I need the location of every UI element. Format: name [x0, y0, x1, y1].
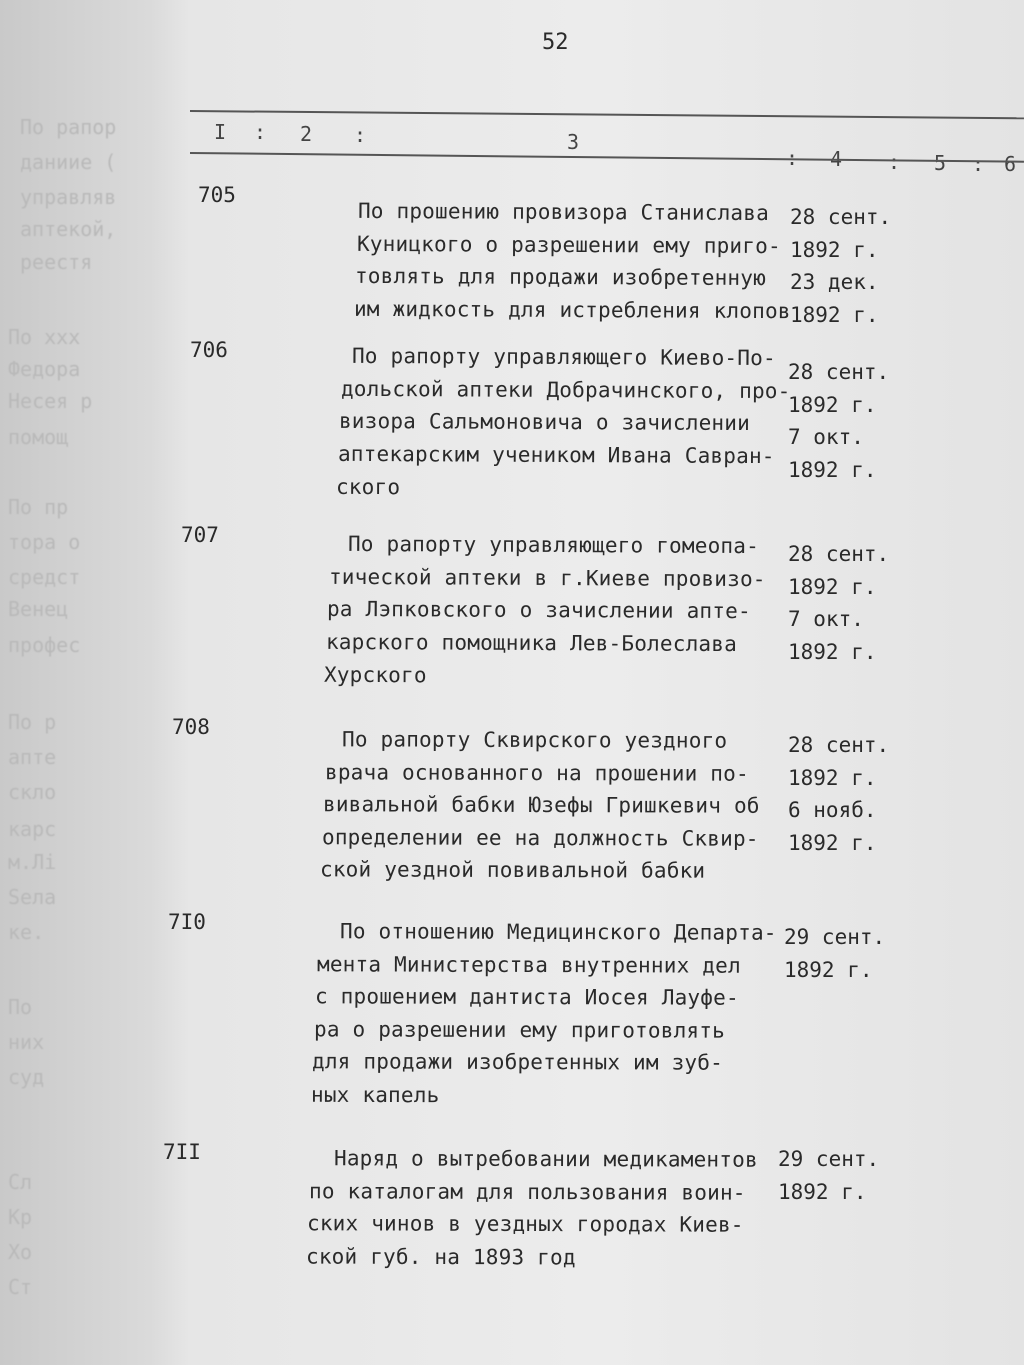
entry-date: 29 сент.: [778, 1147, 880, 1171]
entry-text-line: ской губ. на 1893 год: [305, 1244, 576, 1269]
entry-text-line: ской уездной повивальной бабки: [319, 857, 706, 883]
margin-ghost-line: Sела: [8, 885, 57, 909]
column-header-5: 5: [934, 151, 947, 175]
entry-date: 6 нояб.: [788, 798, 877, 822]
column-header-3: 3: [567, 130, 580, 154]
entry-date: 1892 г.: [788, 765, 877, 790]
margin-ghost-line: средст: [8, 565, 81, 589]
entry-date: 1892 г.: [788, 574, 877, 599]
entry-text-line: врача основанного на прошении по-: [324, 759, 749, 786]
table-top-rule: [190, 110, 1024, 119]
entry-number: 705: [198, 183, 236, 207]
column-header-4: 4: [830, 147, 843, 171]
entry-text-line: ра Лэпковского о зачислении апте-: [326, 596, 751, 624]
margin-ghost-line: них: [8, 1030, 45, 1054]
entry-date: 23 дек.: [790, 270, 879, 294]
entry-date: 1892 г.: [788, 830, 877, 855]
margin-ghost-line: Кр: [8, 1205, 33, 1229]
margin-ghost-line: апте: [8, 745, 57, 769]
margin-ghost-line: По р: [8, 710, 57, 734]
page-number: 52: [542, 30, 569, 55]
margin-ghost-line: По ххх: [8, 325, 81, 349]
entry-number: 7II: [163, 1140, 201, 1164]
entry-date: 28 сент.: [790, 205, 892, 229]
entry-number: 707: [181, 523, 219, 547]
margin-ghost-line: м.Лi: [8, 850, 57, 874]
entry-number: 706: [190, 338, 228, 362]
entry-date: 1892 г.: [788, 392, 877, 417]
entry-number: 708: [172, 715, 210, 739]
entry-text-line: По рапорту управляющего Киево-По-: [351, 343, 776, 371]
margin-bleedthrough-text: [0, 0, 120, 1365]
entry-text-line: Куницкого о разрешении ему приго-: [356, 231, 781, 258]
entry-date: 28 сент.: [788, 733, 890, 757]
entry-date: 7 окт.: [788, 425, 864, 449]
entry-text-line: Хурского: [323, 662, 427, 688]
entry-text-line: карского помощника Лев-Болеслава: [325, 629, 737, 656]
margin-ghost-line: суд: [8, 1065, 45, 1089]
entry-number: 7I0: [168, 910, 206, 934]
entry-text-line: По рапорту управляющего гомеопа-: [347, 531, 760, 559]
column-separator: :: [888, 150, 901, 174]
entry-text-line: По рапорту Сквирского уездного: [341, 727, 728, 753]
margin-ghost-line: Федора: [8, 357, 81, 381]
entry-text-line: по каталогам для пользования воин-: [308, 1178, 746, 1205]
column-separator: :: [354, 123, 367, 147]
entry-text-line: товлять для продажи изобретенную: [354, 263, 767, 291]
entry-date: 1892 г.: [788, 639, 877, 664]
margin-ghost-line: управляв: [20, 185, 117, 209]
margin-ghost-line: Ст: [8, 1275, 33, 1299]
entry-text-line: По прошению провизора Станислава: [357, 198, 770, 226]
entry-text-line: Наряд о вытребовании медикаментов: [333, 1146, 758, 1172]
entry-text-line: ского: [335, 474, 401, 500]
column-separator: :: [786, 146, 799, 170]
entry-text-line: определении ее на должность Сквир-: [321, 824, 759, 851]
margin-ghost-line: скло: [8, 780, 57, 804]
entry-date: 1892 г.: [778, 1179, 867, 1204]
margin-ghost-line: тора о: [8, 530, 81, 554]
column-separator: :: [972, 152, 985, 176]
margin-ghost-line: карс: [8, 817, 57, 841]
entry-text-line: для продажи изобретенных им зуб-: [311, 1049, 724, 1075]
column-separator: :: [254, 120, 267, 144]
entry-date: 28 сент.: [788, 542, 890, 566]
column-header-2: 2: [300, 122, 313, 146]
entry-date: 29 сент.: [784, 925, 886, 949]
entry-date: 1892 г.: [784, 957, 873, 982]
margin-ghost-line: реестя: [20, 250, 93, 274]
entry-text-line: с прошением дантиста Иосея Лауфе-: [314, 984, 739, 1010]
entry-text-line: ра о разрешении ему приготовлять: [313, 1016, 725, 1043]
entry-text-line: им жидкость для истребления клопов: [353, 296, 791, 323]
entry-date: 1892 г.: [788, 457, 877, 482]
entry-date: 28 сент.: [788, 360, 890, 384]
entry-text-line: визора Сальмоновича о зачислении: [338, 408, 751, 436]
margin-ghost-line: Хо: [8, 1240, 33, 1264]
margin-ghost-line: Венец: [8, 597, 69, 621]
entry-text-line: ных капель: [310, 1082, 439, 1107]
entry-text-line: дольской аптеки Добрачинского, про-: [340, 376, 791, 403]
entry-text-line: По отношению Медицинского Департа-: [339, 919, 777, 945]
margin-ghost-line: даниие (: [20, 150, 117, 174]
margin-ghost-line: ке.: [8, 920, 45, 944]
margin-ghost-line: Несея р: [8, 389, 93, 413]
margin-ghost-line: По: [8, 995, 33, 1019]
entry-text-line: ских чинов в уездных городах Киев-: [306, 1211, 744, 1237]
entry-text-line: тической аптеки в г.Киеве провизо-: [328, 564, 766, 591]
margin-ghost-line: По рапор: [20, 115, 117, 139]
margin-ghost-line: аптекой,: [20, 217, 117, 241]
column-header-I: I: [214, 120, 227, 144]
entry-date: 1892 г.: [790, 237, 879, 262]
margin-ghost-line: профес: [8, 633, 81, 657]
entry-date: 1892 г.: [790, 302, 879, 327]
margin-ghost-line: По пр: [8, 495, 69, 519]
entry-text-line: мента Министерства внутренних дел: [316, 951, 741, 978]
entry-date: 7 окт.: [788, 607, 864, 631]
column-header-6: 6: [1004, 152, 1017, 176]
entry-text-line: аптекарским учеником Ивана Савран-: [337, 441, 775, 468]
entry-text-line: вивальной бабки Юзефы Гришкевич об: [322, 792, 760, 818]
margin-ghost-line: помощ: [8, 425, 69, 449]
margin-ghost-line: Сл: [8, 1170, 33, 1194]
